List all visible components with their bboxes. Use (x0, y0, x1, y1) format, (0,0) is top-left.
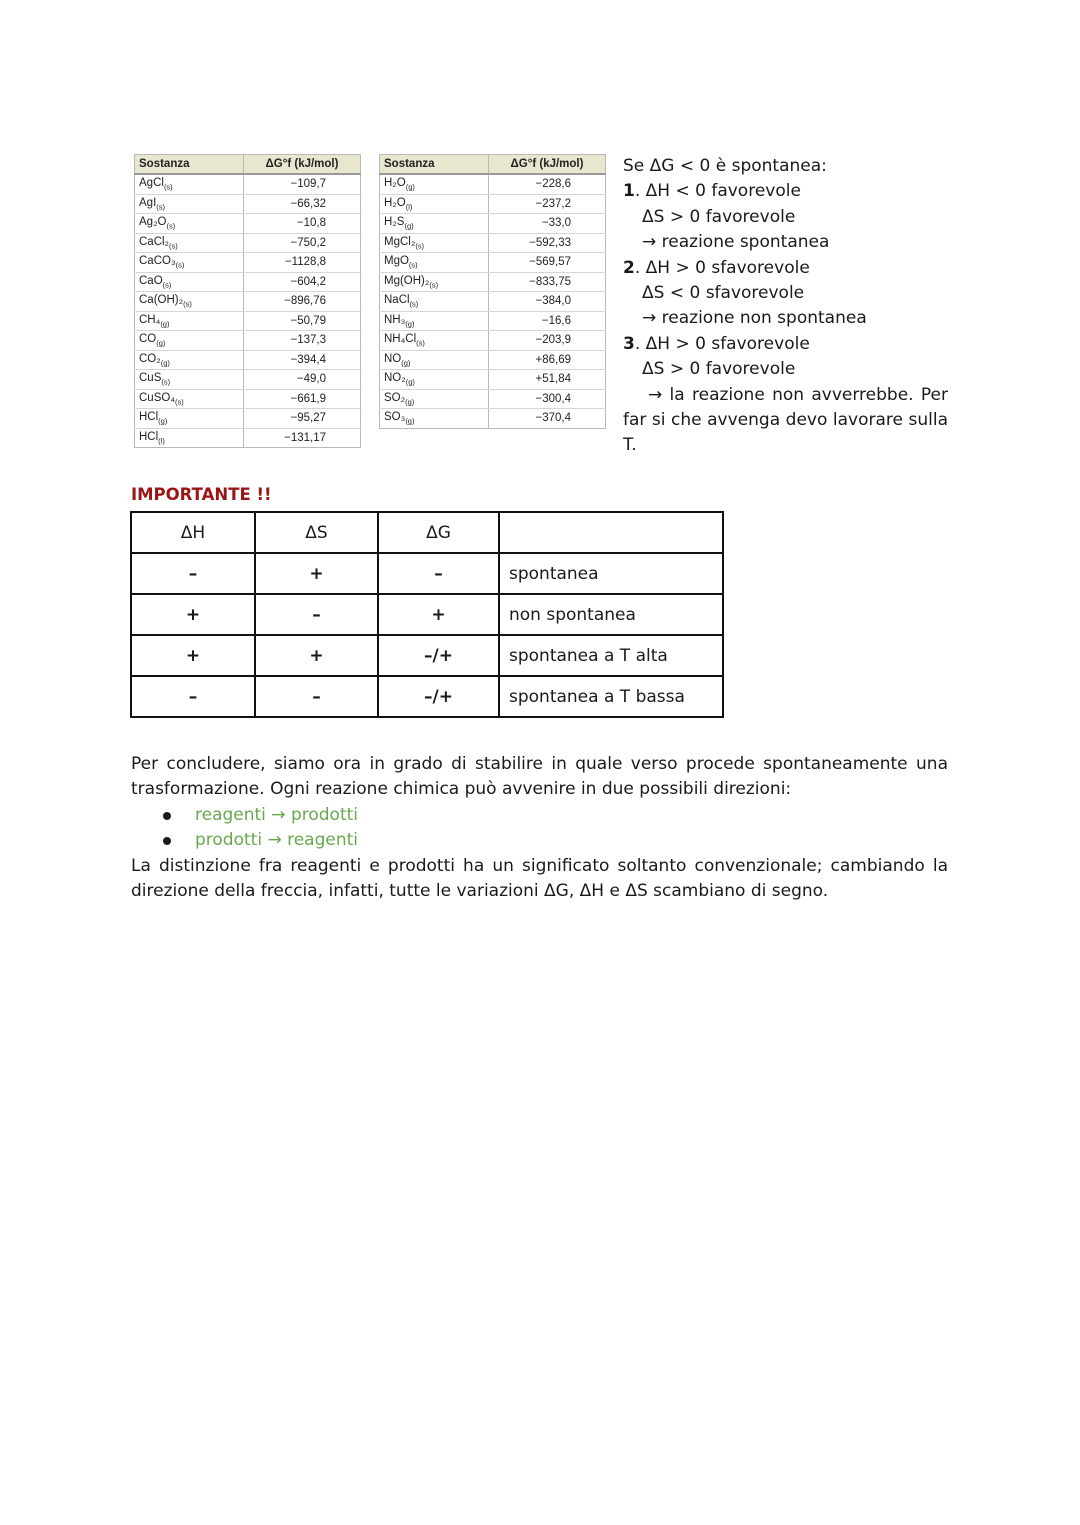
gibbs-value-cell: −592,33 (489, 233, 606, 253)
substance-state: (s) (409, 299, 419, 309)
substance-formula: NH₄Cl (384, 333, 417, 346)
table-row (135, 389, 361, 409)
substance-cell (135, 389, 244, 409)
substance-formula: H₂S (384, 216, 405, 229)
cell-delta-s: – (255, 594, 378, 635)
substance-cell (380, 331, 489, 351)
cell-result: spontanea a T alta (499, 635, 723, 676)
substance-state: (g) (405, 182, 415, 192)
substance-state: (s) (166, 221, 176, 231)
gibbs-value-cell: +51,84 (489, 370, 606, 390)
substance-cell (135, 350, 244, 370)
important-heading: IMPORTANTE !! (131, 485, 272, 504)
gibbs-value-cell: −131,17 (244, 428, 361, 448)
substance-state: (g) (405, 318, 415, 328)
cell-result: spontanea (499, 553, 723, 594)
substance-cell (135, 174, 244, 194)
gibbs-value-cell: −237,2 (489, 194, 606, 214)
cell-delta-h: + (131, 594, 255, 635)
substance-state: (s) (408, 260, 418, 270)
substance-cell (380, 233, 489, 253)
case-3-line-2: ΔS > 0 favorevole (642, 359, 796, 380)
substance-formula: SO₃ (384, 411, 406, 424)
list-item-text: reagenti → prodotti (195, 804, 359, 825)
substance-formula: CH₄ (139, 313, 161, 326)
case-1-line-2: ΔS > 0 favorevole (642, 206, 796, 227)
table-row (135, 292, 361, 312)
substance-formula: CO (139, 333, 157, 346)
gibbs-value-cell: −203,9 (489, 331, 606, 351)
substance-formula: NH₃ (384, 313, 406, 326)
summary-row (131, 635, 723, 676)
substance-state: (s) (415, 240, 425, 250)
table-row (135, 409, 361, 429)
substance-formula: HCl (139, 430, 159, 443)
case-number: 3 (623, 333, 635, 354)
substance-state: (g) (405, 396, 415, 406)
substance-cell (135, 233, 244, 253)
gibbs-value-cell: −569,57 (489, 253, 606, 273)
column-header-substance: Sostanza (135, 155, 244, 175)
substance-formula: CuS (139, 372, 162, 385)
cell-result: spontanea a T bassa (499, 676, 723, 717)
substance-state: (s) (183, 299, 192, 309)
header-result (499, 512, 723, 553)
table-row (135, 428, 361, 448)
substance-cell (380, 409, 489, 429)
substance-state: (g) (401, 357, 411, 367)
substance-formula: NaCl (384, 294, 410, 307)
substance-state: (g) (404, 221, 414, 231)
cell-delta-g: – (378, 553, 499, 594)
case-3-line-1 (623, 332, 948, 357)
substance-formula: CaO (139, 274, 163, 287)
substance-state: (g) (160, 318, 170, 328)
gibbs-table-left (134, 154, 361, 448)
case-number: 2 (623, 257, 635, 278)
substance-cell (135, 253, 244, 273)
case-3-result: → la reazione non avverrebbe. Per far si che avvenga devo lavorare sulla T. (623, 384, 948, 456)
substance-state: (l) (405, 201, 413, 211)
substance-cell (380, 292, 489, 312)
substance-cell (380, 370, 489, 390)
gibbs-value-cell: −228,6 (489, 174, 606, 194)
substance-cell (135, 214, 244, 234)
gibbs-value-cell: −49,0 (244, 370, 361, 390)
substance-state: (s) (169, 240, 178, 250)
case-text: . ΔH > 0 sfavorevole (634, 333, 810, 354)
gibbs-table-right (379, 154, 606, 429)
case-1-line-1 (623, 179, 948, 204)
substance-cell (135, 292, 244, 312)
summary-row (131, 594, 723, 635)
substance-formula: NO₂ (384, 372, 406, 385)
gibbs-value-cell: −1128,8 (244, 253, 361, 273)
substance-state: (s) (163, 182, 173, 192)
table-row (135, 233, 361, 253)
table-body (135, 174, 361, 448)
gibbs-value-cell: −109,7 (244, 174, 361, 194)
substance-cell (135, 272, 244, 292)
case-1-result: → reazione spontanea (642, 232, 830, 253)
table-body (380, 174, 606, 428)
substance-formula: Mg(OH)₂ (384, 274, 430, 287)
substance-state: (g) (156, 338, 166, 348)
substance-cell (380, 389, 489, 409)
gibbs-value-cell: −896,76 (244, 292, 361, 312)
substance-formula: H₂O (384, 177, 406, 190)
substance-cell (135, 428, 244, 448)
case-number: 1 (623, 181, 635, 202)
notes-intro: Se ΔG < 0 è spontanea: (623, 156, 827, 176)
conclusion-paragraph-1: Per concludere, siamo ora in grado di stabilire in quale verso procede spontaneamente una trasformazione. Ogni reazione chimica può avvenire in due possibili direzioni: (131, 754, 948, 800)
substance-cell (380, 194, 489, 214)
substance-state: (g) (160, 357, 170, 367)
substance-formula: Ca(OH)₂ (139, 294, 184, 307)
table-header-row (135, 155, 361, 175)
summary-row (131, 676, 723, 717)
gibbs-value-cell: −137,3 (244, 331, 361, 351)
substance-state: (s) (416, 338, 425, 348)
gibbs-value-cell: −394,4 (244, 350, 361, 370)
gibbs-value-cell: −10,8 (244, 214, 361, 234)
substance-cell (135, 331, 244, 351)
table-row (380, 214, 606, 234)
substance-formula: MgCl₂ (384, 235, 416, 248)
summary-header-row (131, 512, 723, 553)
substance-cell (380, 253, 489, 273)
column-header-gibbs: ΔG°f (kJ/mol) (489, 155, 606, 175)
table-row (135, 272, 361, 292)
substance-formula: CaCO₃ (139, 255, 176, 268)
substance-cell (380, 174, 489, 194)
gibbs-value-cell: −384,0 (489, 292, 606, 312)
substance-cell (135, 370, 244, 390)
table-row (380, 194, 606, 214)
substance-cell (380, 350, 489, 370)
substance-cell (380, 272, 489, 292)
list-item-text: prodotti → reagenti (195, 830, 359, 851)
substance-cell (135, 409, 244, 429)
substance-formula: SO₂ (384, 391, 406, 404)
header-delta-g: ΔG (378, 512, 499, 553)
gibbs-value-cell: −604,2 (244, 272, 361, 292)
case-text: . ΔH > 0 sfavorevole (634, 257, 810, 278)
substance-formula: NO (384, 352, 402, 365)
case-2-line-2: ΔS < 0 sfavorevole (642, 283, 805, 304)
table-row (135, 331, 361, 351)
substance-cell (135, 194, 244, 214)
substance-formula: CO₂ (139, 352, 161, 365)
cell-delta-h: – (131, 553, 255, 594)
substance-state: (g) (405, 416, 415, 426)
substance-cell (380, 214, 489, 234)
table-row (135, 350, 361, 370)
column-header-gibbs: ΔG°f (kJ/mol) (244, 155, 361, 175)
case-2-line-1 (623, 256, 948, 281)
header-delta-h: ΔH (131, 512, 255, 553)
substance-state: (s) (175, 396, 184, 406)
table-row (135, 370, 361, 390)
table-row (135, 253, 361, 273)
gibbs-value-cell: −33,0 (489, 214, 606, 234)
table-row (380, 311, 606, 331)
list-item (163, 803, 948, 828)
substance-formula: AgCl (139, 177, 164, 190)
table-row (135, 311, 361, 331)
substance-state: (s) (161, 377, 171, 387)
gibbs-value-cell: −370,4 (489, 409, 606, 429)
column-header-substance: Sostanza (380, 155, 489, 175)
cell-delta-s: + (255, 635, 378, 676)
gibbs-value-cell: −300,4 (489, 389, 606, 409)
gibbs-value-cell: −750,2 (244, 233, 361, 253)
gibbs-value-cell: −66,32 (244, 194, 361, 214)
substance-formula: Ag₂O (139, 216, 167, 229)
bullet-icon (163, 812, 171, 820)
cell-delta-g: –/+ (378, 635, 499, 676)
table-header-row (380, 155, 606, 175)
table-row (380, 350, 606, 370)
substance-state: (s) (175, 260, 185, 270)
substance-state: (s) (162, 279, 172, 289)
cell-delta-h: + (131, 635, 255, 676)
table-row (380, 370, 606, 390)
summary-row (131, 553, 723, 594)
table-row (380, 272, 606, 292)
substance-cell (135, 311, 244, 331)
substance-cell (380, 311, 489, 331)
table-row (135, 214, 361, 234)
bullet-icon (163, 837, 171, 845)
substance-state: (g) (405, 377, 415, 387)
substance-formula: MgO (384, 255, 409, 268)
table-row (380, 292, 606, 312)
table-row (135, 194, 361, 214)
list-item (163, 828, 948, 853)
substance-state: (l) (158, 435, 165, 445)
spontaneity-notes (623, 154, 948, 459)
gibbs-value-cell: −50,79 (244, 311, 361, 331)
cell-result: non spontanea (499, 594, 723, 635)
cell-delta-g: + (378, 594, 499, 635)
gibbs-value-cell: −16,6 (489, 311, 606, 331)
gibbs-value-cell: −661,9 (244, 389, 361, 409)
header-delta-s: ΔS (255, 512, 378, 553)
substance-formula: H₂O (384, 196, 406, 209)
table-row (380, 233, 606, 253)
case-text: . ΔH < 0 favorevole (634, 181, 801, 202)
table-row (380, 331, 606, 351)
conclusion-section (131, 752, 948, 904)
direction-list (131, 803, 948, 854)
cell-delta-h: – (131, 676, 255, 717)
gibbs-value-cell: −95,27 (244, 409, 361, 429)
gibbs-value-cell: −833,75 (489, 272, 606, 292)
table-row (380, 389, 606, 409)
case-2-result: → reazione non spontanea (642, 308, 867, 329)
substance-state: (s) (429, 279, 439, 289)
conclusion-paragraph-2: La distinzione fra reagenti e prodotti ha un significato soltanto convenzionale; cambiando la direzione della freccia, infatti, tutte le variazioni ΔG, ΔH e ΔS scambiano di segno. (131, 855, 948, 902)
spontaneity-summary-table (130, 511, 724, 718)
substance-formula: AgI (139, 196, 157, 209)
cell-delta-g: –/+ (378, 676, 499, 717)
table-row (380, 253, 606, 273)
substance-formula: CuSO₄ (139, 391, 176, 404)
substance-state: (s) (156, 201, 166, 211)
substance-state: (g) (158, 416, 168, 426)
substance-formula: CaCl₂ (139, 235, 170, 248)
gibbs-value-cell: +86,69 (489, 350, 606, 370)
table-row (380, 409, 606, 429)
cell-delta-s: + (255, 553, 378, 594)
substance-formula: HCl (139, 411, 159, 424)
table-row (135, 174, 361, 194)
cell-delta-s: – (255, 676, 378, 717)
table-row (380, 174, 606, 194)
